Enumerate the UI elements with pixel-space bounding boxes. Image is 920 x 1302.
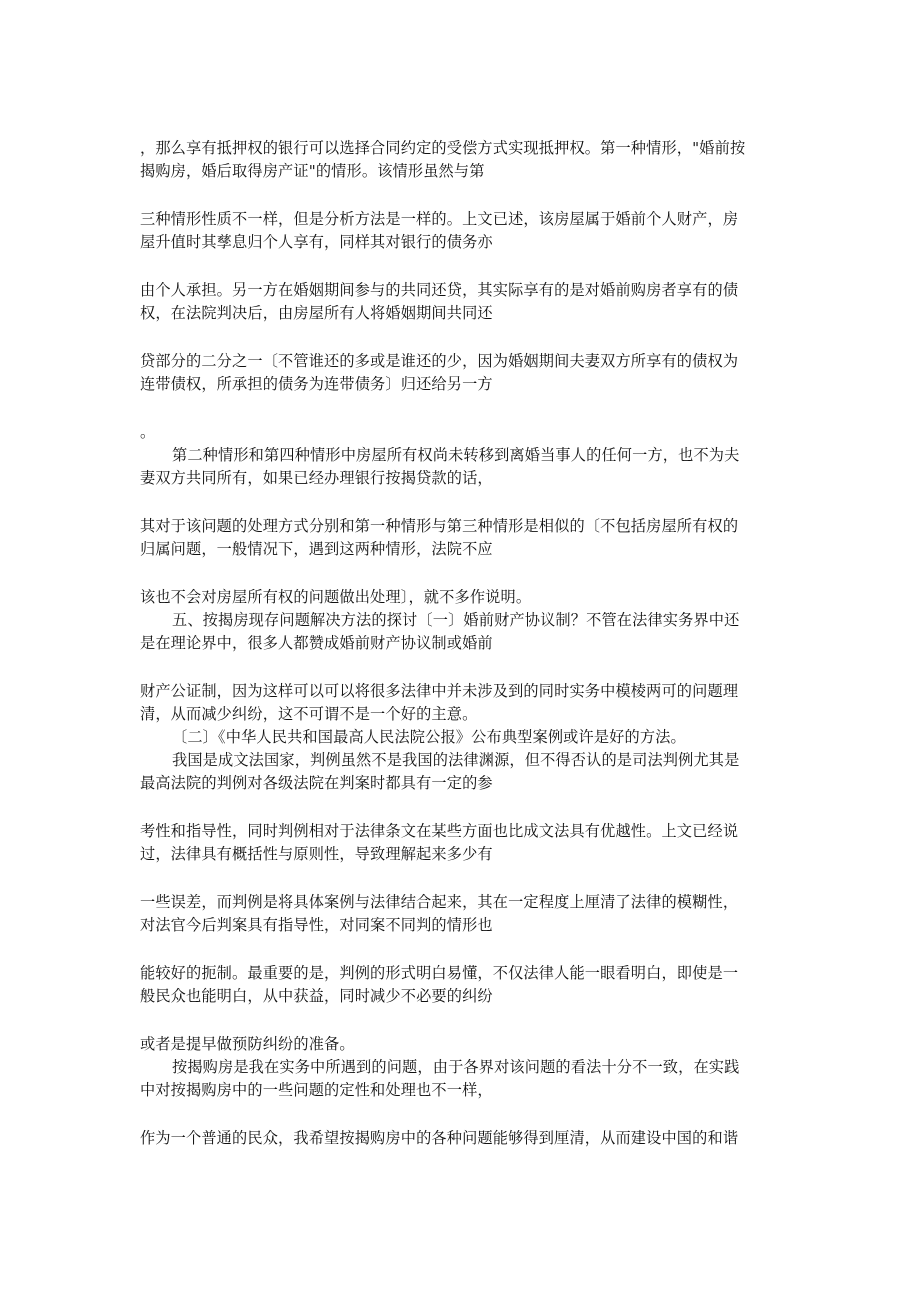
text-line: 妻双方共同所有，如果已经办理银行按揭贷款的话， [140, 469, 493, 487]
text-line: 或者是提早做预防纠纷的准备。 [140, 1035, 355, 1053]
text-line: 过，法律具有概括性与原则性，导致理解起来多少有 [140, 845, 493, 863]
paragraph-first-line: 我国是成文法国家，判例虽然不是我国的法律渊源，但不得否认的是司法判例尤其是 [172, 751, 740, 769]
text-line: 是在理论界中，很多人都赞成婚前财产协议制或婚前 [140, 634, 493, 652]
text-line: 由个人承担。另一方在婚姻期间参与的共同还贷，其实际享有的是对婚前购房者享有的债 [140, 281, 739, 299]
text-line: 一些误差，而判例是将具体案例与法律结合起来，其在一定程度上厘清了法律的模糊性， [140, 893, 739, 911]
text-line: 三种情形性质不一样，但是分析方法是一样的。上文已述，该房屋属于婚前个人财产，房 [140, 210, 739, 228]
section-heading-line: 五、按揭房现存问题解决方法的探讨〔一〕婚前财产协议制？不管在法律实务界中还 [172, 611, 740, 629]
text-line: 考性和指导性，同时判例相对于法律条文在某些方面也比成文法具有优越性。上文已经说 [140, 822, 739, 840]
text-line: 作为一个普通的民众，我希望按揭购房中的各种问题能够得到厘清，从而建设中国的和谐 [140, 1129, 739, 1147]
text-line: 屋升值时其孳息归个人享有，同样其对银行的债务亦 [140, 233, 493, 251]
text-line: 财产公证制，因为这样可以可以将很多法律中并未涉及到的同时实务中模棱两可的问题理 [140, 682, 739, 700]
text-line: 能较好的扼制。最重要的是，判例的形式明白易懂，不仅法律人能一眼看明白，即使是一 [140, 964, 739, 982]
subsection-heading-line: 〔二〕《中华人民共和国最高人民法院公报》公布典型案例或许是好的方法。 [172, 728, 686, 746]
paragraph-first-line: 第二种情形和第四种情形中房屋所有权尚未转移到离婚当事人的任何一方，也不为夫 [172, 446, 740, 464]
text-line: 权，在法院判决后，由房屋所有人将婚姻期间共同还 [140, 304, 493, 322]
paragraph-first-line: 按揭购房是我在实务中所遇到的问题，由于各界对该问题的看法十分不一致，在实践 [172, 1058, 740, 1076]
text-line: 最高法院的判例对各级法院在判案时都具有一定的参 [140, 774, 493, 792]
text-line: 归属问题，一般情况下，遇到这两种情形，法院不应 [140, 540, 493, 558]
text-line: 。 [140, 423, 156, 441]
text-line: 揭购房，婚后取得房产证"的情形。该情形虽然与第 [140, 162, 485, 180]
text-line: 清，从而减少纠纷，这不可谓不是一个好的主意。 [140, 705, 478, 723]
text-line: 中对按揭购房中的一些问题的定性和处理也不一样， [140, 1081, 493, 1099]
text-line: 连带债权，所承担的债务为连带债务〕归还给另一方 [140, 375, 493, 393]
text-line: 其对于该问题的处理方式分别和第一种情形与第三种情形是相似的〔不包括房屋所有权的 [140, 517, 739, 535]
text-line: 贷部分的二分之一〔不管谁还的多或是谁还的少，因为婚姻期间夫妻双方所享有的债权为 [140, 352, 739, 370]
text-line: ，那么享有抵押权的银行可以选择合同约定的受偿方式实现抵押权。第一种情形，"婚前按 [140, 139, 746, 157]
text-line: 该也不会对房屋所有权的问题做出处理〕，就不多作说明。 [140, 588, 532, 606]
text-line: 般民众也能明白，从中获益，同时减少不必要的纠纷 [140, 987, 493, 1005]
text-line: 对法官今后判案具有指导性，对同案不同判的情形也 [140, 916, 493, 934]
